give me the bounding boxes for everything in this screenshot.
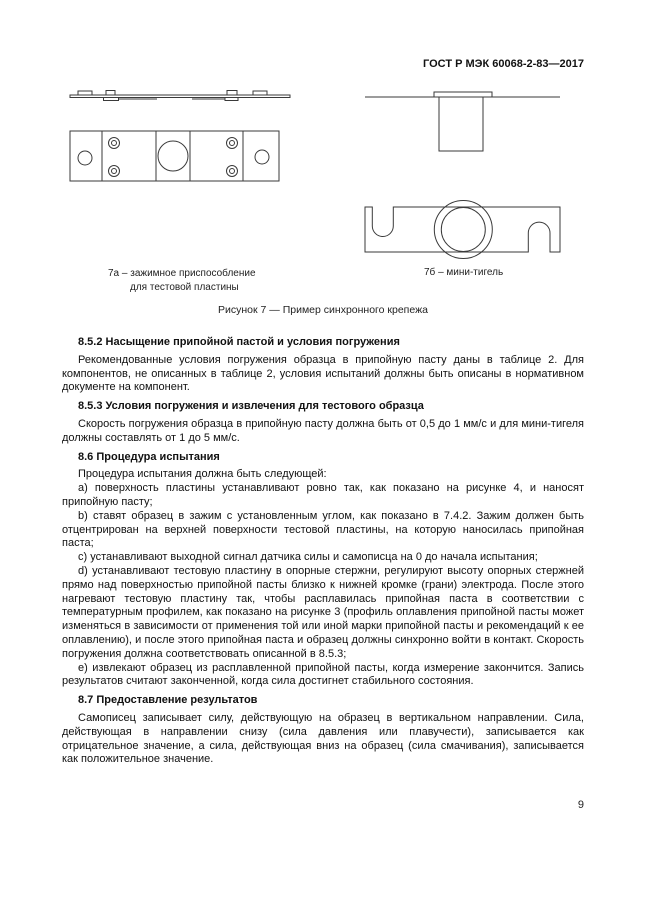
figure-7a-clamp-drawing bbox=[65, 82, 295, 187]
paragraph: Скорость погружения образца в припойную пасту должна быть от 0,5 до 1 мм/с и для мини-тигеля должны составлять от 1 до 5 мм/с. bbox=[62, 417, 584, 444]
standard-number: ГОСТ Р МЭК 60068-2-83—2017 bbox=[423, 58, 584, 70]
figure-7a-caption bbox=[108, 267, 256, 294]
figure-7a-caption-line2: для тестовой пластины bbox=[130, 281, 239, 293]
paragraph: Самописец записывает силу, действующую на образец в вертикальном направлении. Сила, действующая в направлении снизу (сила давления или плавучести), записывается как отрицательное значение, а сила, действующая вниз на образец (сила смачивания), записывается как положительное значение. bbox=[62, 711, 584, 766]
section-heading: 8.7 Предоставление результатов bbox=[78, 694, 258, 707]
paragraph: d) устанавливают тестовую пластину в опорные стержни, регулируют высоту опорных стержней прямо над поверхностью припойной пасты близко к нижней кромке (грани) электрода. После этого нагревают тестовую пластину так, чтобы расплавилась припойная паста в соответствии с температурным профилем, как показано на рисунке 3 (профиль оплавления припойной пасты может изменяться в зависимости от применения той или иной марки припойной пасты и рекомендаций к ее оплавлению), и после этого припойная паста и образец должны синхронно войти в контакт. Скорость погружения должна соответствовать описанной в 8.5.3; bbox=[62, 564, 584, 660]
figure-7-title: Рисунок 7 — Пример синхронного крепежа bbox=[218, 304, 428, 316]
paragraph: Рекомендованные условия погружения образца в припойную пасту даны в таблице 2. Для компонентов, не описанных в таблице 2, условия испытаний должны быть описаны в нормативном документе на компонент. bbox=[62, 353, 584, 394]
section-heading: 8.5.3 Условия погружения и извлечения для тестового образца bbox=[78, 400, 424, 413]
body-text bbox=[62, 331, 584, 767]
figure-7b-mini-crucible-drawing bbox=[360, 88, 570, 260]
paragraph: b) ставят образец в зажим с установленным углом, как показано в 7.4.2. Зажим должен быть отцентрирован на верхней поверхности тестовой пластины, на которую наносилась припойная паста; bbox=[62, 509, 584, 550]
figure-7a-caption-line1: 7а – зажимное приспособление bbox=[108, 268, 256, 279]
paragraph: e) извлекают образец из расплавленной припойной пасты, когда измерение закончится. Запись результатов считают законченной, когда сила достигнет стабильного состояния. bbox=[62, 661, 584, 688]
paragraph: Процедура испытания должна быть следующей: bbox=[78, 468, 327, 481]
paragraph: c) устанавливают выходной сигнал датчика силы и самописца на 0 до начала испытания; bbox=[78, 551, 538, 564]
paragraph: a) поверхность пластины устанавливают ровно так, как показано на рисунке 4, и наносят припойную пасту; bbox=[62, 482, 584, 508]
document-header bbox=[62, 58, 584, 70]
figure-7b-caption: 7б – мини-тигель bbox=[424, 267, 504, 278]
section-heading: 8.6 Процедура испытания bbox=[78, 450, 220, 463]
section-heading: 8.5.2 Насыщение припойной пастой и условия погружения bbox=[78, 336, 400, 348]
page-number: 9 bbox=[577, 799, 584, 811]
